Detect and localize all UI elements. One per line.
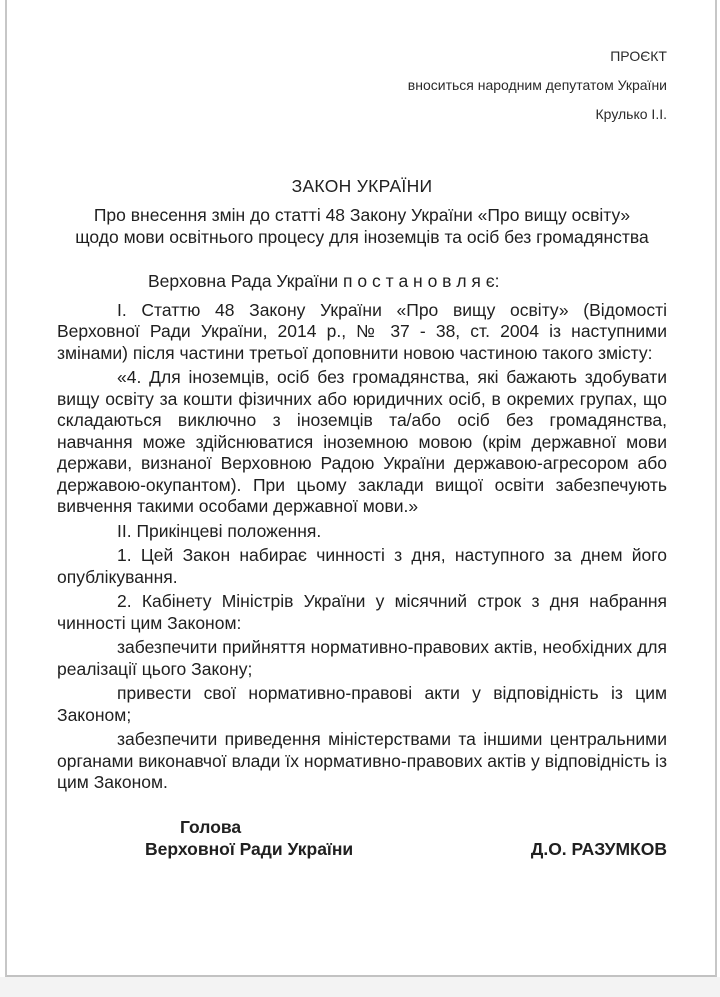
law-subtitle [57, 204, 667, 248]
draft-label: ПРОЄКТ [610, 48, 667, 64]
paragraph-new-part-4: «4. Для іноземців, осіб без громадянства, які бажають здобувати вищу освіту за кошти фізичних або юридичних осіб, в окремих групах, що складаються виключно з іноземців та/або осіб без громадянства, навчання може здійснюватися іноземною мовою (крім державної мови держави, визнаної Верховною Радою України державою-агресором або державою-окупантом). При цьому заклади вищої освіти забезпечують вивчення такими особами державної мови.» [57, 367, 667, 516]
paragraph-task-align-acts: привести свої нормативно-правові акти у відповідність із цим Законом; [57, 683, 667, 725]
law-subtitle-line1: Про внесення змін до статті 48 Закону України «Про вищу освіту» [93, 205, 631, 225]
signature-name: Д.О. РАЗУМКОВ [530, 838, 667, 859]
document-header [57, 42, 667, 129]
paragraph-final-1: 1. Цей Закон набирає чинності з дня, наступного за днем його опублікування. [57, 545, 667, 587]
signature-block [57, 816, 667, 860]
signature-position [145, 816, 353, 860]
document-content [7, 0, 715, 860]
author-name: Крулько І.І. [595, 106, 667, 122]
paragraph-task-ensure-acts: забезпечити прийняття нормативно-правових актів, необхідних для реалізації цього Закону; [57, 637, 667, 679]
signature-position-line1: Голова [180, 816, 242, 837]
paragraph-task-ministries: забезпечити приведення міністерствами та іншими центральними органами виконавчої влади їх нормативно-правових актів у відповідність із цим Законом. [57, 729, 667, 792]
preamble-line: Верховна Рада України п о с т а н о в л я є: [148, 271, 500, 291]
law-body [57, 300, 667, 794]
page-bottom-margin [0, 977, 720, 997]
document-page [5, 0, 717, 977]
paragraph-article-1: І. Статтю 48 Закону України «Про вищу освіту» (Відомості Верховної Ради України, 2014 р., № 37 - 38, ст. 2004 із наступними змінами) після частини третьої доповнити новою частиною такого змісту: [57, 299, 667, 363]
paragraph-final-2: 2. Кабінету Міністрів України у місячний строк з дня набрання чинності цим Законом: [57, 591, 667, 633]
paragraph-final-provisions-heading: ІІ. Прикінцеві положення. [117, 520, 322, 541]
law-heading: ЗАКОН УКРАЇНИ [291, 176, 433, 196]
submitted-by-line: вноситься народним депутатом України [407, 77, 667, 93]
signature-position-line2: Верховної Ради України [145, 838, 354, 859]
law-subtitle-line2: щодо мови освітнього процесу для іноземців та осіб без громадянства [75, 227, 649, 247]
